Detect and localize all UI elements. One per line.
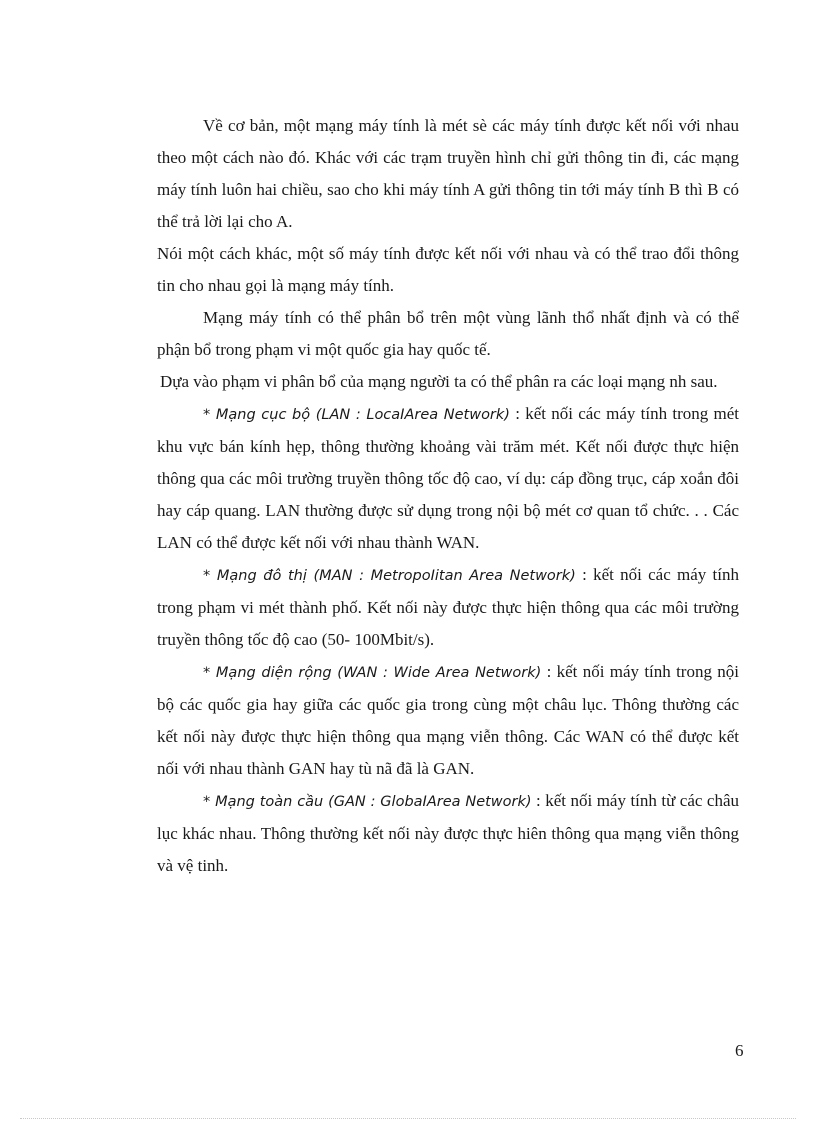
- network-type-description: : kết nối các máy tính trong phạm vi mét thành phố. Kết nối này được thực hiện thông qua các môi trường truyền thông tốc độ cao (50- 100Mbit/s).: [157, 565, 739, 649]
- network-type-man: [157, 559, 739, 656]
- network-type-gan: [157, 785, 739, 882]
- network-type-term: * Mạng cục bộ (LAN : LocaIArea Network): [203, 407, 510, 423]
- network-type-description: : kết nối các máy tính trong mét khu vực bán kính hẹp, thông thường khoảng vài trăm mét. Kết nối được thực hiện thông qua các môi trường truyền thông tốc độ cao, ví dụ: cáp đồng trục, cáp xoắn đôi hay cáp quang. LAN thường được sử dụng trong nội bộ mét cơ quan tổ chức. . . Các LAN có thể được kết nối với nhau thành WAN.: [157, 404, 739, 552]
- page-bottom-divider: [20, 1118, 796, 1119]
- network-type-wan: [157, 656, 739, 785]
- network-type-description: : kết nối máy tính trong nội bộ các quốc gia hay giữa các quốc gia trong cùng một châu lục. Thông thường các kết nối này được thực hiện thông qua mạng viễn thông. Các WAN có thể được kết nối với nhau thành GAN hay tù nã đã là GAN.: [157, 662, 739, 778]
- network-type-lan: [157, 398, 739, 559]
- paragraph-intro: Về cơ bản, một mạng máy tính là mét sè các máy tính được kết nối với nhau theo một cách nào đó. Khác với các trạm truyền hình chỉ gửi thông tin đi, các mạng máy tính luôn hai chiều, sao cho khi máy tính A gửi thông tin tới máy tính B thì B có thể trả lời lại cho A.: [157, 116, 739, 231]
- network-type-description: : kết nối máy tính từ các châu lục khác nhau. Thông thường kết nối này được thực hiên thông qua mạng viễn thông và vệ tinh.: [157, 791, 739, 875]
- paragraph-distribution: Mạng máy tính có thể phân bổ trên một vùng lãnh thổ nhất định và có thể phận bổ trong phạm vi một quốc gia hay quốc tế.: [157, 308, 739, 359]
- paragraph-classification: Dựa vào phạm vi phân bổ của mạng người ta có thể phân ra các loại mạng nh sau.: [160, 372, 718, 391]
- network-type-term: * Mạng đô thị (MAN : MetropoIitan Area Network): [203, 568, 576, 584]
- network-type-term: * Mạng toàn cầu (GAN : GlobaIArea Network): [203, 794, 532, 810]
- body-text: [157, 110, 739, 882]
- paragraph-definition: Nói một cách khác, một số máy tính được kết nối với nhau và có thể trao đổi thông tin cho nhau gọi là mạng máy tính.: [157, 244, 739, 295]
- page-number: 6: [735, 1041, 744, 1060]
- network-type-term: * Mạng diện rộng (WAN : Wide Area Network): [203, 665, 542, 681]
